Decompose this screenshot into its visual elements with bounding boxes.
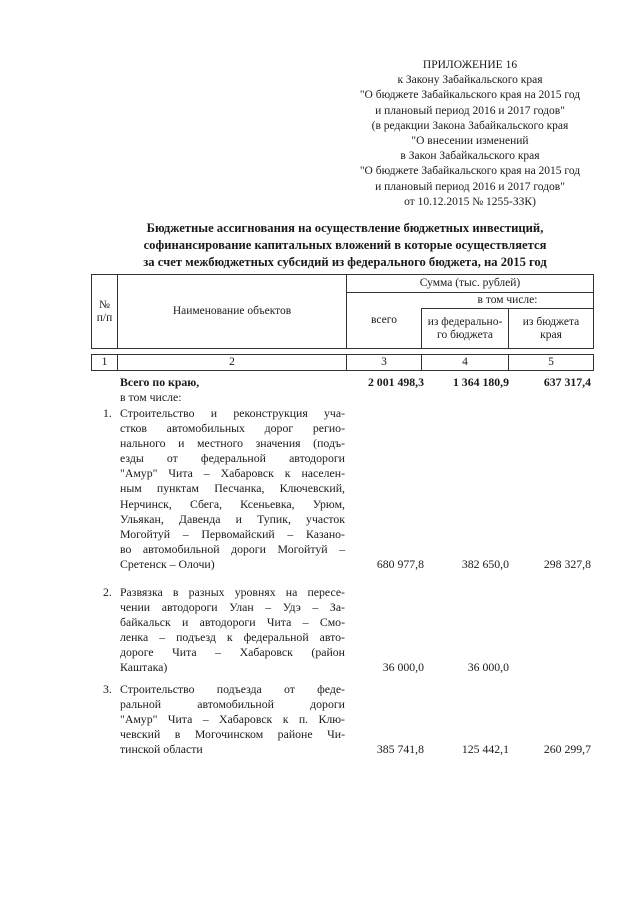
row-name-line: ленка – подъезд к федеральной авто- (120, 630, 345, 645)
header-regional (509, 309, 593, 348)
appendix-header (300, 58, 640, 210)
colnum-1: 1 (101, 356, 108, 368)
header-including: в том числе: (477, 294, 538, 306)
row-name (120, 585, 345, 676)
row-regional: 260 299,7 (543, 742, 591, 756)
header-num (92, 275, 117, 348)
row-name-line: тинской области (120, 742, 203, 757)
row-name-line: нального и местного значения (подъ- (120, 436, 345, 451)
header-sum: Сумма (тыс. рублей) (419, 277, 521, 289)
row-name-line: Строительство подъезда от феде- (120, 682, 345, 696)
appendix-line: и плановый период 2016 и 2017 годов" (375, 180, 565, 193)
appendix-line: "О бюджете Забайкальского края на 2015 год (359, 165, 581, 178)
row-name (120, 406, 345, 572)
title-line: софинансирование капитальных вложений в которые осуществляется (143, 238, 547, 252)
row-name-line: Развязка в разных уровнях на пересе- (120, 585, 345, 599)
header-bottom-border (91, 348, 593, 349)
row-index: 3. (103, 682, 112, 696)
table-right-border (593, 274, 594, 349)
header-federal (422, 309, 508, 348)
total-row-federal: 1 364 180,9 (452, 375, 509, 389)
total-label: Всего по краю, (120, 375, 200, 389)
colnum-5: 5 (548, 356, 554, 368)
document-title (60, 220, 630, 271)
row-name-line: стков автомобильных дорог регио- (120, 421, 345, 436)
appendix-line: от 10.12.2015 № 1255-ЗЗК) (404, 195, 536, 208)
row-total: 36 000,0 (382, 660, 424, 674)
row-federal: 125 442,1 (461, 742, 509, 756)
header-regional-line2: края (540, 328, 562, 341)
row-name-line: ным пунктам Песчанка, Ключевский, (120, 481, 345, 496)
title-line: Бюджетные ассигнования на осуществление бюджетных инвестиций, (146, 221, 544, 235)
appendix-line: "О внесении изменений (411, 135, 529, 148)
header-total: всего (371, 314, 397, 326)
row-name-line: Ульякан, Давенда и Тупик, участок (120, 511, 345, 526)
row-name-line: ральной автомобильной дороги (120, 697, 345, 712)
total-sublabel: в том числе: (120, 390, 182, 405)
row-name-line: чении автодороги Улан – Удэ – За- (120, 600, 345, 615)
row-name-line: "Амур" Чита – Хабаровск к п. Клю- (120, 712, 345, 727)
appendix-line: к Закону Забайкальского края (397, 74, 543, 87)
row-name (120, 682, 345, 757)
appendix-line: в Закон Забайкальского края (400, 150, 540, 163)
row-name-line: езды от федеральной автодороги (120, 451, 345, 466)
title-line: за счет межбюджетных субсидий из федерального бюджета, на 2015 год (143, 255, 547, 269)
total-row-label (120, 375, 199, 405)
header-name: Наименование объектов (172, 305, 292, 317)
header-federal-line2: го бюджета (437, 328, 493, 341)
appendix-line: ПРИЛОЖЕНИЕ 16 (422, 59, 518, 71)
row-name-line: "Амур" Чита – Хабаровск к населен- (120, 466, 345, 481)
row-name-line: во автомобильной дороги Могойтуй – (120, 541, 345, 556)
row-regional: 298 327,8 (543, 557, 591, 571)
row-name-line: Могойтуй – Первомайский – Казано- (120, 526, 345, 541)
colnum-4: 4 (462, 356, 468, 368)
colnum-2: 2 (229, 356, 235, 368)
header-federal-line1: из федерально- (427, 315, 503, 328)
row-total: 680 977,8 (376, 557, 424, 571)
appendix-line: и плановый период 2016 и 2017 годов" (375, 104, 565, 117)
total-row-total: 2 001 498,3 (367, 375, 424, 389)
row-name-line: Строительство и реконструкция уча- (120, 406, 345, 420)
row-index: 1. (103, 406, 112, 420)
appendix-line: "О бюджете Забайкальского края на 2015 год (359, 89, 581, 102)
colnum-3: 3 (381, 356, 387, 368)
colnum-right (593, 354, 594, 371)
header-regional-line1: из бюджета (522, 315, 580, 328)
appendix-line: (в редакции Закона Забайкальского края (371, 119, 569, 132)
row-name-line: чевский в Могочинском районе Чи- (120, 727, 345, 742)
header-num-line1: № (99, 298, 110, 311)
row-name-line: Нерчинск, Сбега, Ксеньевка, Урюм, (120, 496, 345, 511)
row-federal: 382 650,0 (461, 557, 509, 571)
row-name-line: байкальск и автодороги Чита – Смо- (120, 615, 345, 630)
row-name-line: Каштака) (120, 660, 168, 675)
total-row-regional: 637 317,4 (543, 375, 591, 389)
row-index: 2. (103, 585, 112, 599)
colnum-bottom-border (91, 370, 593, 371)
row-name-line: дороге Чита – Хабаровск (район (120, 645, 345, 660)
row-federal: 36 000,0 (467, 660, 509, 674)
header-num-line2: п/п (96, 311, 113, 324)
row-name-line: Сретенск – Олочи) (120, 556, 215, 571)
row-total: 385 741,8 (376, 742, 424, 756)
